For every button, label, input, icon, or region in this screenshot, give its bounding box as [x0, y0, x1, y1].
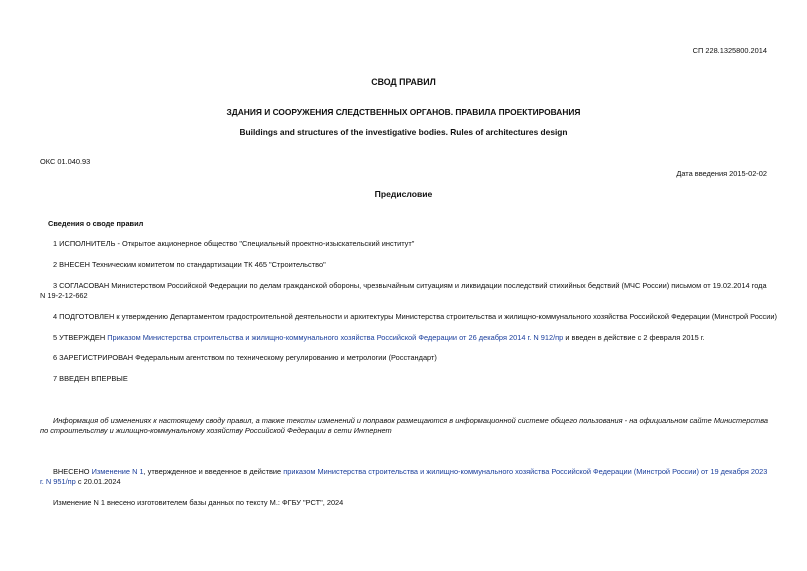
- doc-code: СП 228.1325800.2014: [692, 46, 767, 55]
- item5-prefix: 5 УТВЕРЖДЕН: [53, 333, 108, 342]
- footer-note: Изменение N 1 внесено изготовителем базы данных по тексту М.: ФГБУ "РСТ", 2024: [53, 498, 344, 507]
- item5-suffix: и введен в действие с 2 февраля 2015 г.: [563, 333, 705, 342]
- approval-order-link[interactable]: Приказом Министерства строительства и жилищно-коммунального хозяйства Российской Федерации от 26 декабря 2014 г. N 912/пр: [107, 333, 564, 342]
- amendment-middle: , утвержденное и введенное в действие: [143, 467, 284, 476]
- preface-item-6: 6 ЗАРЕГИСТРИРОВАН Федеральным агентством по техническому регулированию и метрологии (Росстандарт): [53, 353, 437, 362]
- doc-title-russian: ЗДАНИЯ И СООРУЖЕНИЯ СЛЕДСТВЕННЫХ ОРГАНОВ. ПРАВИЛА ПРОЕКТИРОВАНИЯ: [226, 107, 581, 117]
- amendment-note: [40, 467, 768, 487]
- info-note: Информация об изменениях к настоящему своду правил, а также тексты изменений и поправок размещаются в информационной системе общего пользования - на официальном сайте Министерства по строительству и жилищно-коммунальному хозяйству Российской Федерации в сети Интернет: [40, 416, 768, 435]
- preface-heading: Предисловие: [374, 189, 433, 199]
- amendment-suffix: с 20.01.2024: [75, 477, 121, 486]
- doc-title-english: Buildings and structures of the investigative bodies. Rules of architectures design: [239, 127, 568, 137]
- oks-code: ОКС 01.040.93: [40, 157, 91, 166]
- preface-item-3: 3 СОГЛАСОВАН Министерством Российской Федерации по делам гражданской обороны, чрезвычайным ситуациям и ликвидации последствий стихийных бедствий (МЧС России) письмом от 19.02.2014 года N 19-2-12-662: [40, 281, 767, 300]
- ministry-order-link[interactable]: приказом Министерства строительства и жилищно-коммунального хозяйства Российской Федерации (Минстрой России) от 19 декабря 2023 г. N 951/пр: [40, 467, 768, 486]
- amendment-1-link[interactable]: Изменение N 1: [91, 467, 144, 476]
- preface-item-1: 1 ИСПОЛНИТЕЛЬ - Открытое акционерное общество "Специальный проектно-изыскательский институт": [53, 239, 415, 248]
- preface-item-7: 7 ВВЕДЕН ВПЕРВЫЕ: [53, 374, 128, 383]
- preface-subheading: Сведения о своде правил: [48, 219, 144, 228]
- preface-item-2: 2 ВНЕСЕН Техническим комитетом по стандартизации ТК 465 "Строительство": [53, 260, 326, 269]
- preface-item-4: 4 ПОДГОТОВЛЕН к утверждению Департаментом градостроительной деятельности и архитектуры Министерства строительства и жилищно-коммунального хозяйства Российской Федерации (Минстрой России): [53, 312, 777, 321]
- amendment-prefix: ВНЕСЕНО: [53, 467, 92, 476]
- doc-title: СВОД ПРАВИЛ: [371, 77, 436, 87]
- preface-item-5: [53, 333, 705, 343]
- effective-date: Дата введения 2015-02-02: [676, 169, 767, 178]
